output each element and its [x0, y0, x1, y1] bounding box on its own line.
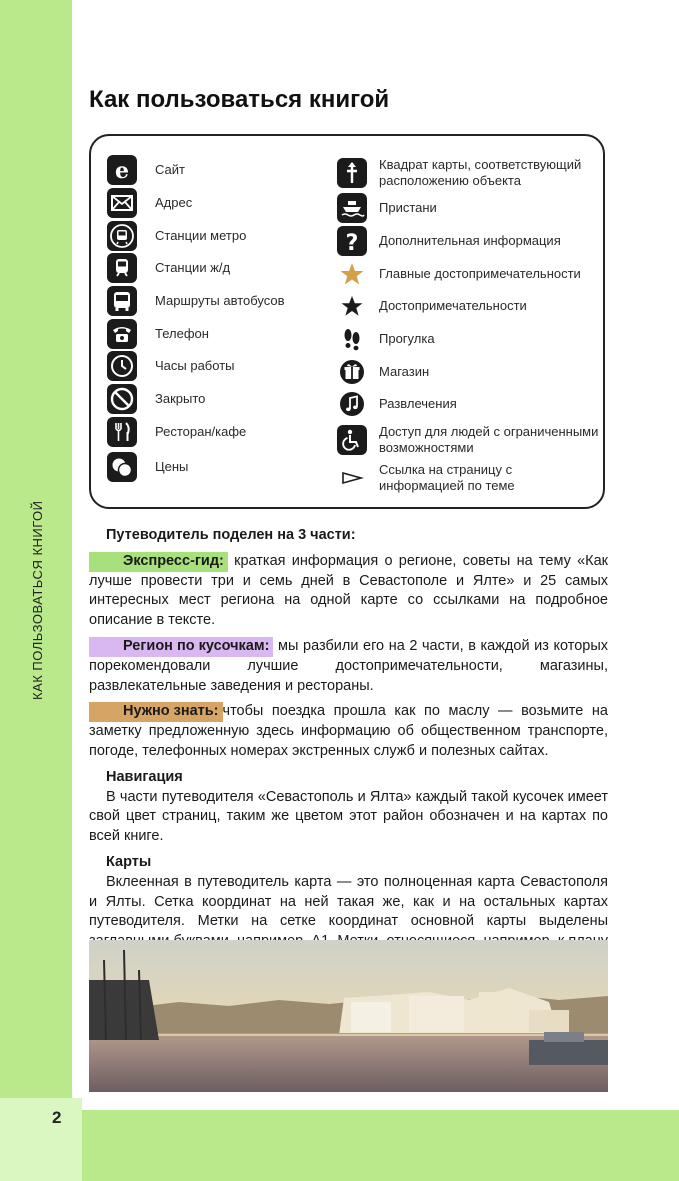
legend-item: Станции ж/д — [107, 252, 337, 285]
legend-item: e Сайт — [107, 154, 337, 187]
envelope-icon — [107, 188, 137, 218]
clock-icon — [107, 351, 137, 381]
express-tag: Экспресс-гид: — [89, 552, 228, 572]
train-icon — [107, 253, 137, 283]
guide-description — [89, 526, 608, 972]
legend-item: Телефон — [107, 317, 337, 350]
legend-column-left — [107, 154, 337, 486]
fork-knife-icon — [107, 417, 137, 447]
legend-item: Прогулка — [337, 323, 599, 356]
question-icon — [337, 226, 367, 256]
page-number-box — [0, 1098, 82, 1181]
navigation-text: В части путеводителя «Севастополь и Ялта» каждый такой кусочек имеет свой цвет страниц, таким же цветом этот район обозначен и на картах по всей книге. — [89, 788, 608, 845]
website-icon — [107, 155, 137, 185]
phone-icon — [107, 319, 137, 349]
metro-icon — [107, 221, 137, 251]
footprints-icon — [337, 324, 367, 354]
page-number: 2 — [52, 1108, 62, 1127]
side-section-label: КАК ПОЛЬЗОВАТЬСЯ КНИГОЙ — [30, 500, 45, 700]
legend-item: Ссылка на страницу с информацией по теме — [337, 459, 599, 497]
legend-item: Закрыто — [107, 383, 337, 416]
legend-item: ? Дополнительная информация — [337, 225, 599, 258]
legend-item: Станции метро — [107, 219, 337, 252]
legend-item: Достопримечательности — [337, 290, 599, 323]
coins-icon — [107, 452, 137, 482]
black-star-icon — [337, 291, 367, 321]
legend-item: Адрес — [107, 187, 337, 220]
legend-item: Часы работы — [107, 350, 337, 383]
svg-text:e: e — [115, 158, 129, 184]
express-section: Экспресс-гид: краткая информация о регионе, советы на тему «Как лучше провести три и семь дней в Севастополе и Ялте» и 25 самых интересных мест региона на одной карте со ссылками на подробное описание в тексте. — [89, 552, 608, 629]
maps-heading: Карты — [106, 853, 152, 870]
legend-item: Ресторан/кафе — [107, 416, 337, 449]
legend-item: Магазин — [337, 355, 599, 388]
legend-item: Цены — [107, 448, 337, 486]
region-tag: Регион по кусочкам: — [89, 637, 273, 657]
maps-text: Вклеенная в путеводитель карта — это полноценная карта Севастополя и Ялты. Сетка координат на ней такая же, как и на остальных картах путеводителя. Метки на сетке координат основной карты выделены — [89, 873, 608, 930]
gift-icon — [337, 357, 367, 387]
svg-text:?: ? — [345, 231, 359, 255]
bus-icon — [107, 286, 137, 316]
need-to-know-section: Нужно знать: чтобы поездка прошла как по маслу — возьмите на заметку предложенную здесь информацию об общественном транспорте, погоде, телефонных номерах экстренных служб и полезных сайтах. — [89, 703, 608, 759]
parts-intro: Путеводитель поделен на 3 части: — [106, 527, 356, 543]
arrow-pointer-icon — [337, 463, 367, 493]
closed-icon — [107, 384, 137, 414]
gold-star-icon — [337, 259, 367, 289]
map-square-icon — [337, 158, 367, 188]
navigation-heading: Навигация — [106, 768, 183, 785]
legend-column-right — [337, 154, 599, 497]
legend-item: Главные достопримечательности — [337, 257, 599, 290]
region-section: Регион по кусочкам: мы разбили его на 2 части, в каждой из которых порекомендовали лучшие достопримечательности, магазины, развлекательные заведения и рестораны. — [89, 637, 609, 694]
page-title: Как пользоваться книгой — [89, 86, 390, 113]
wheelchair-icon — [337, 425, 367, 455]
harbor-photo — [89, 940, 608, 1092]
music-note-icon — [337, 389, 367, 419]
need-to-know-tag: Нужно знать: — [89, 702, 223, 722]
bottom-color-bar — [82, 1110, 679, 1181]
legend-item: Пристани — [337, 192, 599, 225]
icon-legend — [89, 134, 605, 509]
legend-item: Маршруты автобусов — [107, 285, 337, 318]
legend-item: Развлечения — [337, 388, 599, 421]
legend-item: Доступ для людей с ограниченными возможностями — [337, 421, 599, 459]
legend-item: Квадрат карты, соответствующий расположению объекта — [337, 154, 599, 192]
ship-icon — [337, 193, 367, 223]
